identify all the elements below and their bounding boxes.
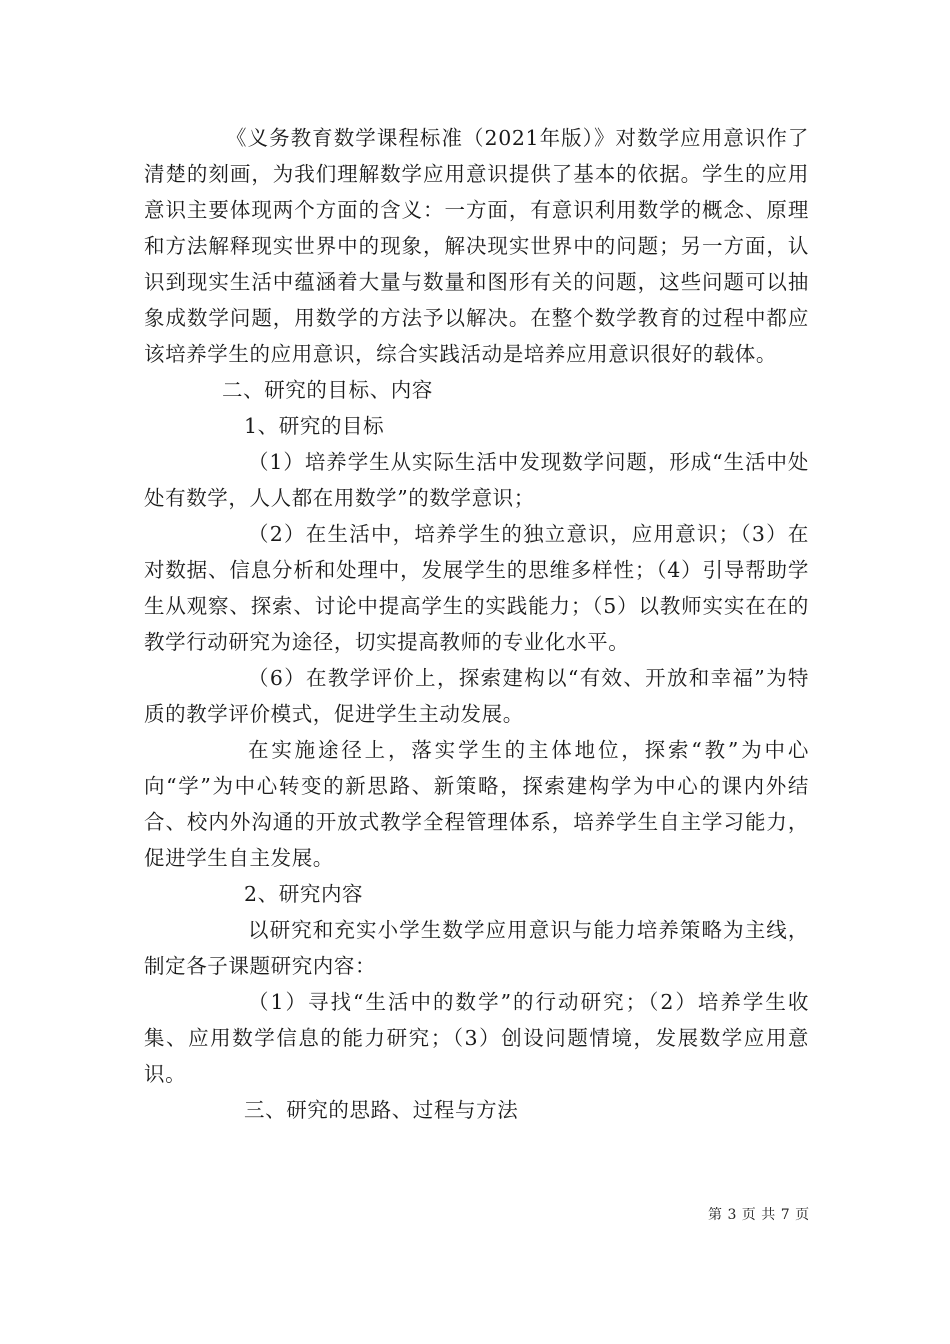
page-number-footer: 第 3 页 共 7 页 bbox=[708, 1207, 810, 1223]
paragraph-goals-2-5: （2）在生活中，培养学生的独立意识，应用意识；（3）在对数据、信息分析和处理中，发展学生的思维多样性；（4）引导帮助学生从观察、探索、讨论中提高学生的实践能力；（5）以教师实实在在的教学行动研究为途径，切实提高教师的专业化水平。 bbox=[144, 522, 809, 654]
document-body bbox=[144, 120, 809, 1128]
paragraph-content-mainline: 以研究和充实小学生数学应用意识与能力培养策略为主线，制定各子课题研究内容： bbox=[144, 918, 809, 978]
section-heading-goals-content: 二、研究的目标、内容 bbox=[222, 378, 433, 402]
paragraph-content-items: （1）寻找“生活中的数学”的行动研究；（2）培养学生收集、应用数学信息的能力研究；（3）创设问题情境，发展数学应用意识。 bbox=[144, 990, 809, 1086]
subheading-research-content: 2、研究内容 bbox=[244, 882, 364, 906]
paragraph-implementation: 在实施途径上，落实学生的主体地位，探索“教”为中心向“学”为中心转变的新思路、新策略，探索建构学为中心的课内外结合、校内外沟通的开放式教学全程管理体系，培养学生自主学习能力，促进学生自主发展。 bbox=[144, 738, 809, 870]
paragraph-curriculum-standard: 《义务教育数学课程标准（2021年版）》对数学应用意识作了清楚的刻画，为我们理解数学应用意识提供了基本的依据。学生的应用意识主要体现两个方面的含义：一方面，有意识利用数学的概念、原理和方法解释现实世界中的现象，解决现实世界中的问题；另一方面，认识到现实生活中蕴涵着大量与数量和图形有关的问题，这些问题可以抽象成数学问题，用数学的方法予以解决。在整个数学教育的过程中都应该培养学生的应用意识，综合实践活动是培养应用意识很好的载体。 bbox=[144, 126, 809, 366]
section-heading-approach: 三、研究的思路、过程与方法 bbox=[244, 1098, 519, 1122]
subheading-research-goals: 1、研究的目标 bbox=[244, 414, 385, 438]
paragraph-goal-1: （1）培养学生从实际生活中发现数学问题，形成“生活中处处有数学，人人都在用数学”的数学意识； bbox=[144, 450, 809, 510]
paragraph-goal-6: （6）在教学评价上，探索建构以“有效、开放和幸福”为特质的教学评价模式，促进学生主动发展。 bbox=[144, 666, 809, 726]
